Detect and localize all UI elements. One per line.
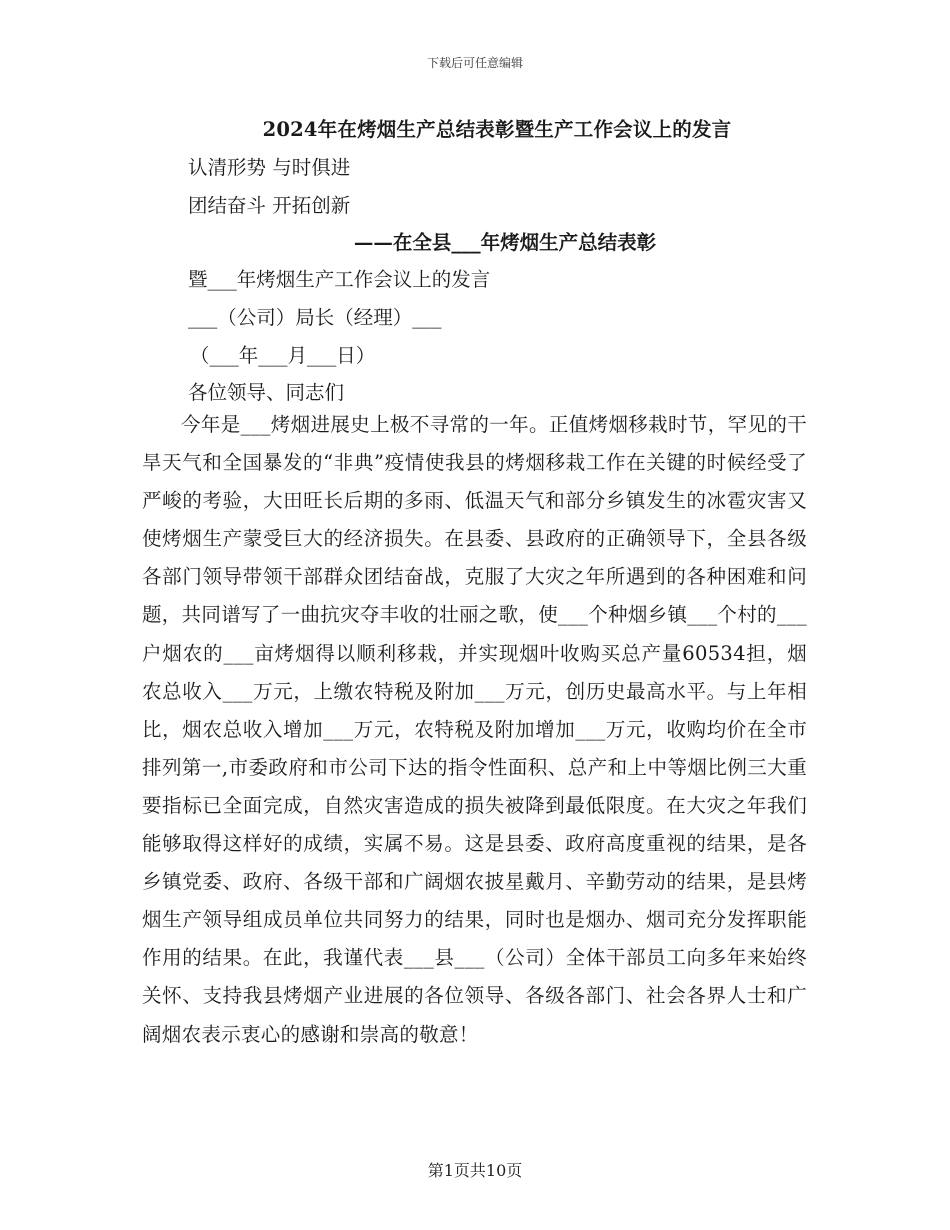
- header-note: 下载后可任意编辑: [426, 56, 523, 70]
- subtitle-line-2: 团结奋斗 开拓创新: [188, 194, 351, 217]
- date-line: （___年___月___日）: [190, 344, 376, 367]
- subtitle-line-4: 暨___年烤烟生产工作会议上的发言: [188, 268, 491, 291]
- salutation: 各位领导、同志们: [188, 381, 345, 404]
- subtitle-line-1: 认清形势 与时俱进: [188, 156, 351, 179]
- page-footer: 第1页共10页: [427, 1161, 523, 1180]
- speaker-line: ___（公司）局长（经理）___: [188, 306, 442, 329]
- document-title: 2024年在烤烟生产总结表彰暨生产工作会议上的发言: [262, 118, 732, 141]
- subtitle-line-3: ——在全县___年烤烟生产总结表彰: [353, 231, 657, 254]
- body-paragraph: 今年是___烤烟进展史上极不寻常的一年。正值烤烟移栽时节，罕见的干旱天气和全国暴发的“非典”疫情使我县的烤烟移栽工作在关键的时候经受了严峻的考验，大田旺长后期的多雨、低温天气和部分乡镇发生的冰雹灾害又使烤烟生产蒙受巨大的经济损失。在县委、县政府的正确领导下，全县各级各部门领导带领干部群众团结奋战，克服了大灾之年所遇到的各种困难和问题，共同谱写了一曲抗灾夺丰收的壮丽之歌，使___个种烟乡镇___个村的___户烟农的___亩烤烟得以顺利移栽，并实现烟叶收购买总产量60534担，烟农总收入___万元，上缴农特税及附加___万元，创历史最高水平。与上年相比，烟农总收入增加___万元，农特税及附加增加___万元，收购均价在全市排列第一,市委政府和市公司下达的指令性面积、总产和上中等烟比例三大重要指标已全面完成，自然灾害造成的损失被降到最低限度。在大灾之年我们能够取得这样好的成绩，实属不易。这是县委、政府高度重视的结果，是各乡镇党委、政府、各级干部和广阔烟农披星戴月、辛勤劳动的结果，是县烤烟生产领导组成员单位共同努力的结果，同时也是烟办、烟司充分发挥职能作用的结果。在此，我谨代表___县___（公司）全体干部员工向多年来始终关怀、支持我县烤烟产业进展的各位领导、各级各部门、社会各界人士和广阔烟农表示衷心的感谢和崇高的敬意！: [142, 413, 807, 1046]
